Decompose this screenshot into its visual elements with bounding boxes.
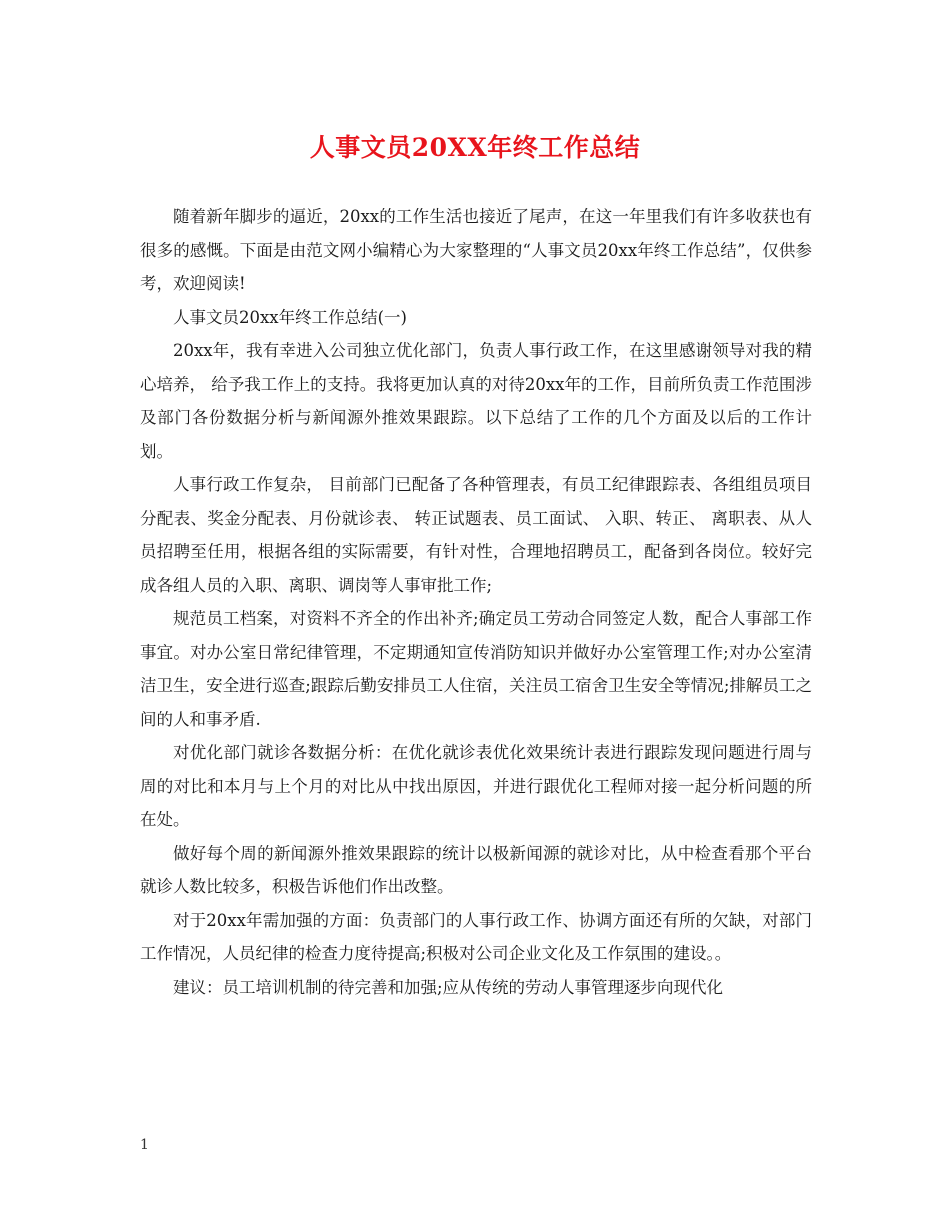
section-heading: 人事文员20xx年终工作总结(一) — [173, 307, 407, 327]
paragraph: 建议：员工培训机制的待完善和加强;应从传统的劳动人事管理逐步向现代化 — [173, 977, 724, 997]
paragraph: 对优化部门就诊各数据分析：在优化就诊表优化效果统计表进行跟踪发现问题进行周与周的对比和本月与上个月的对比从中找出原因，并进行跟优化工程师对接一起分析问题的所在处。 — [140, 743, 812, 829]
document-body — [140, 200, 812, 1004]
paragraph: 做好每个周的新闻源外推效果跟踪的统计以极新闻源的就诊对比，从中检查看那个平台就诊人数比较多，积极告诉他们作出改整。 — [140, 843, 812, 896]
paragraph: 20xx年，我有幸进入公司独立优化部门，负责人事行政工作，在这里感谢领导对我的精心培养， 给予我工作上的支持。我将更加认真的对待20xx年的工作，目前所负责工作范围涉及部门各份数据分析与新闻源外推效果跟踪。以下总结了工作的几个方面及以后的工作计划。 — [140, 341, 812, 461]
paragraph: 人事行政工作复杂， 目前部门已配备了各种管理表，有员工纪律跟踪表、各组组员项目分配表、奖金分配表、月份就诊表、 转正试题表、员工面试、 入职、转正、 离职表、从人员招聘至任用，根据各组的实际需要，有针对性，合理地招聘员工，配备到各岗位。较好完成各组人员的入职、离职、调岗等人事审批工作; — [140, 475, 812, 595]
document-title: 人事文员20XX年终工作总结 — [309, 133, 641, 162]
page-number: 1 — [140, 1137, 149, 1153]
paragraph: 规范员工档案，对资料不齐全的作出补齐;确定员工劳动合同签定人数，配合人事部工作事宜。对办公室日常纪律管理，不定期通知宣传消防知识并做好办公室管理工作;对办公室清洁卫生，安全进行巡查;跟踪后勤安排员工人住宿，关注员工宿舍卫生安全等情况;排解员工之间的人和事矛盾. — [140, 609, 812, 729]
paragraph-intro: 随着新年脚步的逼近，20xx的工作生活也接近了尾声，在这一年里我们有许多收获也有很多的感慨。下面是由范文网小编精心为大家整理的“人事文员20xx年终工作总结”，仅供参考，欢迎阅读! — [140, 207, 812, 293]
paragraph: 对于20xx年需加强的方面：负责部门的人事行政工作、协调方面还有所的欠缺，对部门工作情况，人员纪律的检查力度待提高;积极对公司企业文化及工作氛围的建设。。 — [140, 910, 812, 963]
